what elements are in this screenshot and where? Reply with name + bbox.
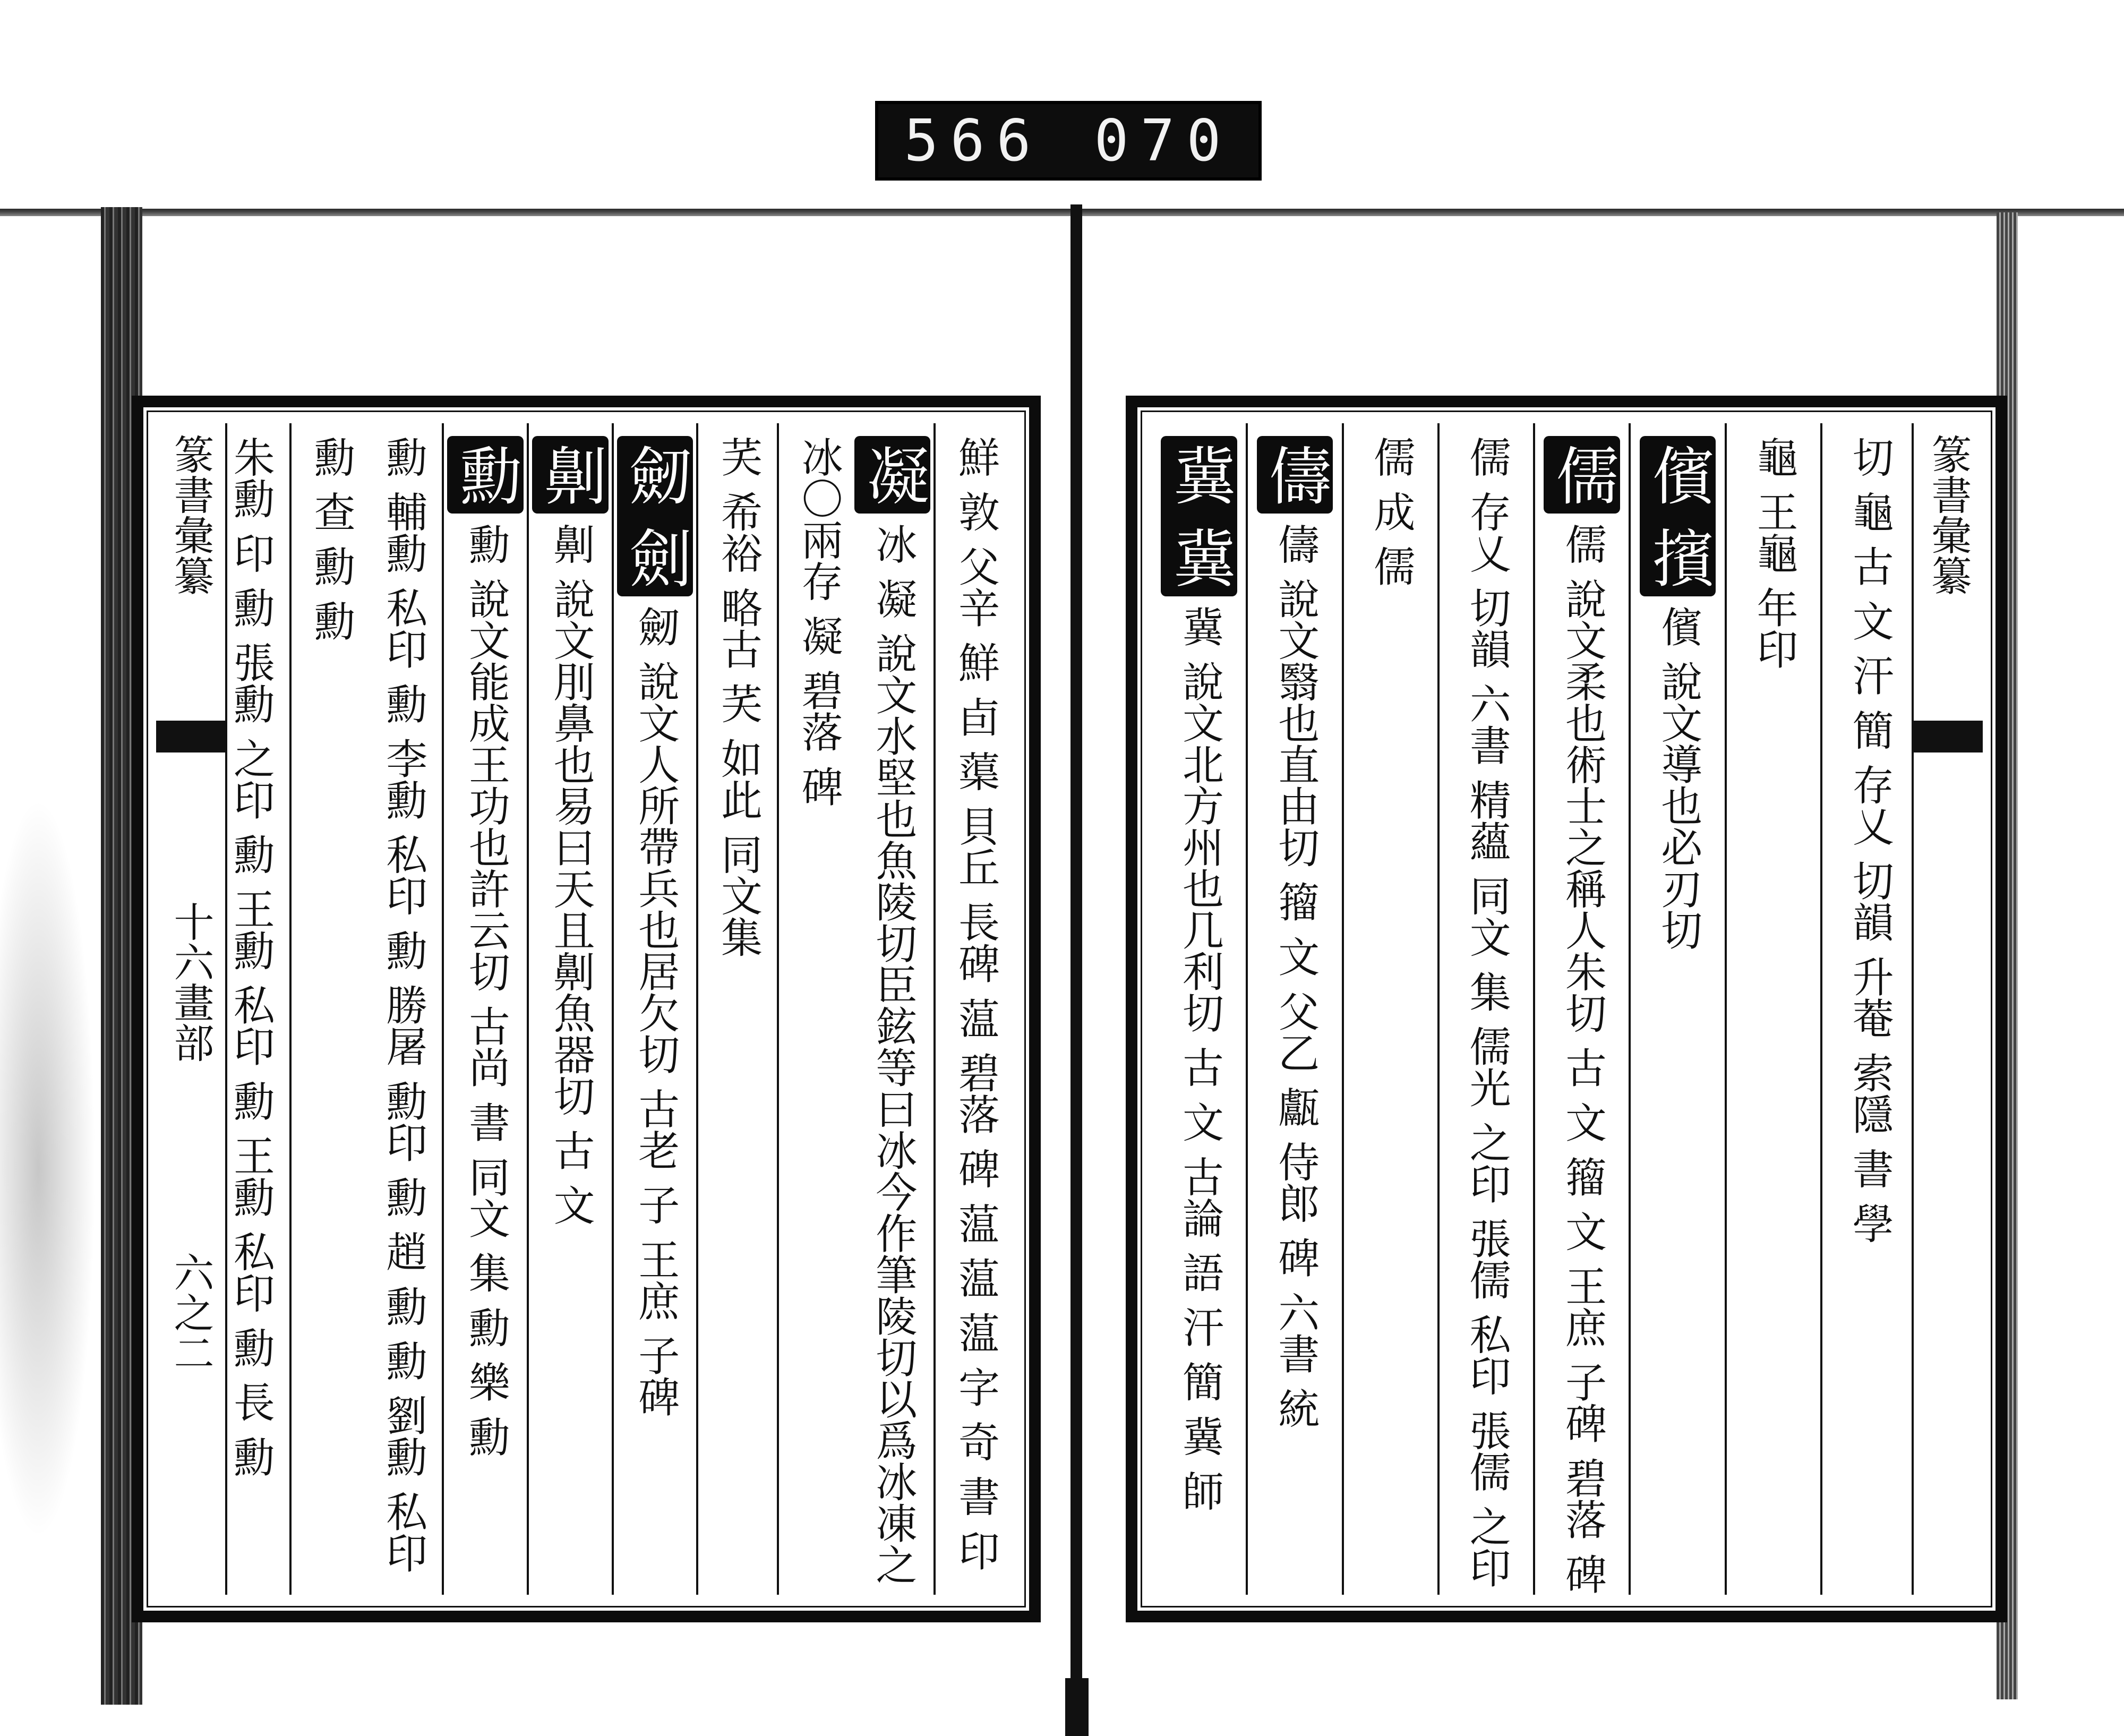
column-entry: 儒 說文柔也術士之稱人朱切 古 文 籀 文 王庶 子碑 碧落 碑 <box>1558 523 1606 1595</box>
column-text <box>1355 436 1427 1595</box>
column-text <box>532 436 609 1595</box>
column-entry: 劒 說文人所帶兵也居欠切 古老 子 王庶 子碑 <box>631 605 680 1417</box>
text-column <box>777 423 933 1595</box>
right-columns <box>1152 423 1916 1595</box>
column-entry: 冰 凝 說文水堅也魚陵切臣鉉等曰冰今作筆陵切以爲冰凍之冰〇兩存 凝 碧落 碑 <box>794 436 917 1585</box>
column-text <box>617 436 693 1595</box>
column-entry: 鮮 敦 父辛 鮮 卣 蕖 貝丘 長碑 蕰 碧落 碑 蕰 蕰 蕰 字 奇 書 印 <box>952 436 999 1571</box>
column-text <box>1737 436 1810 1595</box>
book-title: 篆書彙纂 <box>1925 434 1972 595</box>
section-title: 十六畫部 <box>167 901 215 1063</box>
fishtail-mark <box>1914 721 1983 752</box>
column-entry: 冀 說文北方州也几利切 古 文 古論 語 汗 簡 冀 師 <box>1175 605 1223 1511</box>
text-column <box>933 423 1014 1595</box>
text-column <box>211 423 289 1595</box>
column-text <box>1257 436 1333 1595</box>
column-entry: 儒 存乂 切韻 六書 精蘊 同文 集 儒光 之印 張儒 私印 張儒 之印 <box>1462 436 1511 1588</box>
column-entry: 芺 希裕 略古 芺 如此 同文集 <box>714 436 762 957</box>
column-entry: 切 龜 古 文 汗 簡 存乂 切韻 升菴 索隱 書 學 <box>1845 436 1894 1244</box>
text-column <box>1533 423 1629 1595</box>
headword-label: 勳 <box>447 436 524 514</box>
column-entry: 儐 說文導也必刃切 <box>1654 605 1702 951</box>
column-entry: 勳 輔勳 私印 勳 李勳 私印 勳 勝屠 勳印 勳 趙 勳 勳 劉勳 私印 勳 查 勳 勳 <box>307 436 427 1573</box>
text-column <box>527 423 612 1595</box>
text-column <box>612 423 697 1595</box>
column-text <box>295 436 439 1595</box>
reel-number: 566 <box>904 107 1043 174</box>
page-edge-shadow <box>0 797 96 1540</box>
column-text <box>214 436 286 1595</box>
text-column <box>1725 423 1820 1595</box>
text-column <box>1629 423 1724 1595</box>
frame-number: 070 <box>1094 107 1233 174</box>
gutter-tab <box>1065 1678 1089 1736</box>
headword-label: 儔 <box>1257 436 1333 514</box>
microfilm-frame-label <box>875 101 1262 181</box>
text-column <box>442 423 527 1595</box>
headword-label: 凝 <box>854 436 931 514</box>
column-entry: 朱勳 印 勳 張勳 之印 勳 王勳 私印 勳 王勳 私印 勳 長 勳 <box>226 436 275 1477</box>
column-entry: 勳 說文能成王功也許云切 古尚 書 同文 集 勳 樂 勳 <box>461 523 510 1457</box>
column-entry: 儔 說文翳也直由切 籀 文 父乙 甗 侍郎 碑 六書 統 <box>1271 523 1320 1429</box>
column-entry: 龜 王龜 年印 <box>1750 436 1798 670</box>
headword-label: 儒 <box>1544 436 1620 514</box>
left-page <box>132 396 1041 1622</box>
text-column <box>1246 423 1341 1595</box>
left-columns <box>228 423 1014 1595</box>
column-text <box>447 436 524 1595</box>
right-page-margin <box>1912 423 1983 1595</box>
text-column <box>1152 423 1246 1595</box>
column-text <box>701 436 774 1595</box>
headword-label: 冀 冀 <box>1161 436 1237 596</box>
column-entry: 劓 說文刖鼻也易曰天且劓魚器切 古 文 <box>546 523 595 1226</box>
headword-label: 劓 <box>532 436 609 514</box>
column-text <box>1450 436 1522 1595</box>
text-column <box>1437 423 1533 1595</box>
headword-label: 儐 擯 <box>1640 436 1716 596</box>
column-text <box>1833 436 1905 1595</box>
text-column <box>1820 423 1916 1595</box>
book-title: 篆書彙纂 <box>167 434 215 595</box>
right-page <box>1126 396 2007 1622</box>
center-gutter <box>1070 204 1082 1734</box>
column-text <box>1544 436 1620 1595</box>
text-column <box>289 423 442 1595</box>
column-entry: 儒 成 儒 <box>1367 436 1415 587</box>
headword-label: 劒 劍 <box>617 436 693 596</box>
text-column <box>1342 423 1437 1595</box>
binding-rule <box>0 209 2124 216</box>
text-column <box>696 423 777 1595</box>
column-text <box>939 436 1011 1595</box>
page-number: 六之二 <box>167 1252 215 1373</box>
column-text <box>1161 436 1237 1595</box>
column-text <box>782 436 930 1595</box>
column-text <box>1640 436 1716 1595</box>
